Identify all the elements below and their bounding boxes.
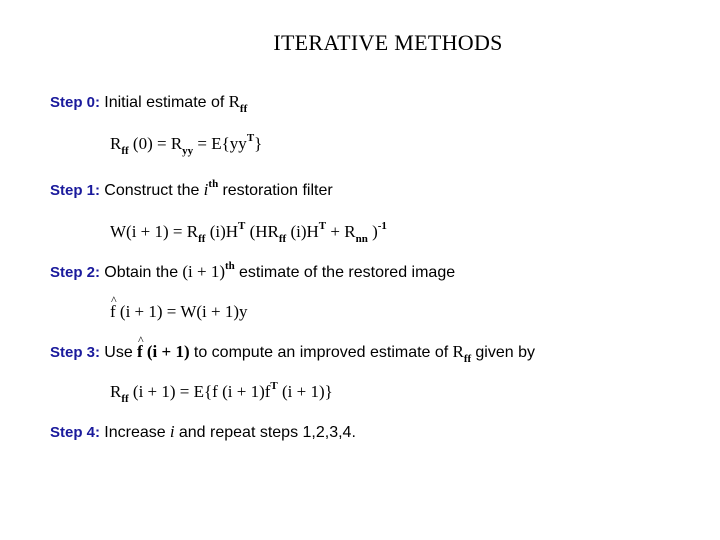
step-3-text-b: to compute an improved estimate of — [193, 344, 449, 361]
eq1-a: W(i + 1) = R — [110, 222, 199, 241]
step-3-text-a: Use — [104, 344, 133, 361]
step-4-text-b: and repeat steps 1,2,3,4. — [178, 424, 356, 441]
eq1-e-sub: nn — [355, 233, 368, 245]
eq3-rest: (i + 1) = E{f (i + 1)f — [132, 382, 271, 401]
step-3-expr: ^ f (i + 1) — [137, 342, 190, 362]
step-2-text-a: Obtain the — [104, 264, 179, 281]
step-0-symbol-sub: ff — [239, 103, 248, 115]
step-3 — [50, 342, 535, 365]
eq1-a-sub: ff — [198, 233, 206, 245]
step-2-label: Step 2: — [50, 264, 101, 281]
step-3-label: Step 3: — [50, 344, 101, 361]
step-1 — [50, 180, 333, 200]
eq0-lhs-sub: ff — [121, 145, 129, 157]
eq1-b: (i)H — [209, 222, 239, 241]
eq1-f: ) — [372, 222, 378, 241]
eq3-lhs-sub: ff — [121, 393, 129, 405]
eq0-close: } — [254, 134, 263, 153]
step-2-text-b: estimate of the restored image — [239, 264, 456, 281]
eq1-f-sup: -1 — [377, 220, 387, 232]
step-0-symbol: R — [228, 92, 240, 111]
step-3-symbol-sub: ff — [463, 353, 472, 365]
step-0 — [50, 92, 248, 115]
step-4 — [50, 422, 356, 442]
step-1-label: Step 1: — [50, 182, 101, 199]
equation-1 — [110, 220, 387, 245]
step-4-text-a: Increase — [104, 424, 166, 441]
step-1-text-b: restoration filter — [222, 182, 333, 199]
eq1-d-sup: T — [318, 220, 327, 232]
eq2-hat — [110, 302, 248, 322]
step-2 — [50, 262, 455, 282]
eq3-tail: (i + 1)} — [282, 382, 333, 401]
step-3-symbol: R — [452, 342, 464, 361]
step-3-text-c: given by — [475, 344, 535, 361]
eq0-rest: = E{yy — [193, 134, 247, 153]
step-1-text-a: Construct the — [104, 182, 200, 199]
step-1-var: i — [203, 180, 209, 199]
eq1-e: + R — [326, 222, 356, 241]
eq2-text: f (i + 1) = W(i + 1)y — [110, 302, 248, 321]
step-1-sup: th — [208, 178, 219, 190]
step-4-label: Step 4: — [50, 424, 101, 441]
eq1-d: (i)H — [290, 222, 319, 241]
eq0-rsub: yy — [182, 145, 194, 157]
equation-3 — [110, 380, 333, 405]
equation-0 — [110, 132, 263, 157]
eq3-sup: T — [270, 380, 278, 392]
eq0-lhs: R — [110, 134, 122, 153]
eq1-b-sup: T — [238, 220, 246, 232]
step-0-label: Step 0: — [50, 94, 101, 111]
page-title: ITERATIVE METHODS — [273, 30, 503, 55]
eq0-sup: T — [246, 132, 255, 144]
step-0-text: Initial estimate of — [104, 94, 225, 111]
step-2-expr: (i + 1) — [182, 262, 225, 281]
step-2-sup: th — [224, 260, 235, 272]
eq3-lhs: R — [110, 382, 122, 401]
step-4-var: i — [169, 422, 175, 441]
eq1-c: (HR — [249, 222, 279, 241]
equation-2 — [110, 302, 248, 322]
eq1-c-sub: ff — [278, 233, 287, 245]
eq0-arg: (0) = R — [132, 134, 183, 153]
